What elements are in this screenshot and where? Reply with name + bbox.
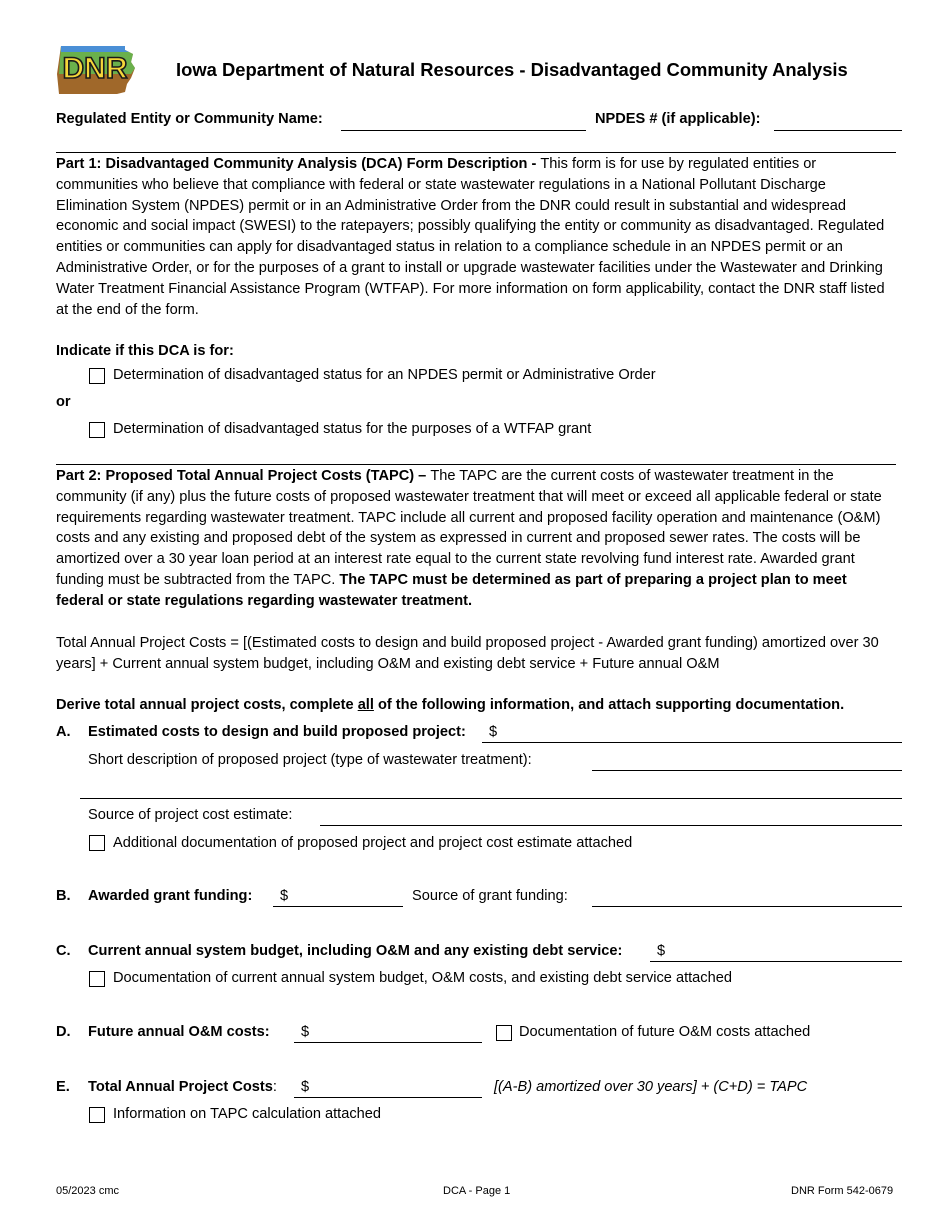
- page-title: Iowa Department of Natural Resources - Disadvantaged Community Analysis: [176, 59, 848, 80]
- item-a-letter: A.: [56, 724, 71, 740]
- item-b-letter: B.: [56, 888, 71, 904]
- item-d-letter: D.: [56, 1024, 71, 1040]
- item-a-cost-field[interactable]: [482, 742, 902, 743]
- footer-page: DCA - Page 1: [443, 1185, 511, 1197]
- item-c-currency: $: [657, 943, 666, 959]
- item-d-attach-label: Documentation of future O&M costs attached: [519, 1024, 811, 1040]
- footer-date: 05/2023 cmc: [56, 1185, 119, 1197]
- part2-description: [56, 466, 896, 612]
- dnr-logo: [55, 44, 137, 96]
- item-e-letter: E.: [56, 1079, 70, 1095]
- svg-text:DNR: DNR: [62, 52, 128, 85]
- part1-description: [56, 154, 896, 320]
- or-label: or: [56, 394, 71, 410]
- item-c-budget-field[interactable]: [650, 961, 902, 962]
- item-e-formula: [(A-B) amortized over 30 years] + (C+D) = TAPC: [494, 1079, 808, 1095]
- item-b-label: Awarded grant funding:: [88, 888, 253, 904]
- item-d-attach-checkbox[interactable]: [496, 1025, 512, 1041]
- part1-heading: Part 1: Disadvantaged Community Analysis (DCA) Form Description -: [56, 156, 541, 172]
- item-a-attach-label: Additional documentation of proposed project and project cost estimate attached: [113, 835, 633, 851]
- item-a-attach-checkbox[interactable]: [89, 835, 105, 851]
- indicate-label: Indicate if this DCA is for:: [56, 343, 234, 359]
- npdes-field[interactable]: [774, 130, 902, 131]
- item-b-grant-field[interactable]: [273, 906, 403, 907]
- dnr-logo-icon: [55, 44, 137, 96]
- part1-divider: [56, 152, 896, 153]
- derive-text-a: Derive total annual project costs, complete: [56, 697, 358, 713]
- item-b-source-label: Source of grant funding:: [412, 888, 568, 904]
- item-e-label: Total Annual Project Costs: [88, 1079, 273, 1095]
- item-a-desc-label: Short description of proposed project (type of wastewater treatment):: [88, 752, 532, 768]
- part2-body-bold: The TAPC must be determined as part of preparing a project plan to meet federal or state regulations regarding wastewater treatment.: [56, 571, 847, 609]
- item-b-source-field[interactable]: [592, 906, 902, 907]
- item-c-label: Current annual system budget, including O&M and any existing debt service:: [88, 943, 623, 959]
- derive-text-all: all: [357, 697, 374, 713]
- wtfap-status-checkbox[interactable]: [89, 422, 105, 438]
- item-a-desc-field-2[interactable]: [80, 798, 902, 799]
- item-d-om-field[interactable]: [294, 1042, 482, 1043]
- part2-body: The TAPC are the current costs of wastewater treatment in the community (if any) plus the future costs of proposed wastewater treatment that will meet or exceed all applicable federal or state requirements regarding wastewater treatment. TAPC include all current and proposed facility operation and maintenance (O&M) costs and any existing and proposed debt of the system as expressed in current and proposed sewer rates. The costs will be amortized over a 30 year loan period at an interest rate equal to the current state revolving fund interest rate. Awarded grant funding must be subtracted from the TAPC.: [56, 468, 882, 588]
- item-e-attach-checkbox[interactable]: [89, 1107, 105, 1123]
- item-e-label-wrap: [88, 1077, 277, 1098]
- item-c-letter: C.: [56, 943, 71, 959]
- npdes-status-option-label: Determination of disadvantaged status for an NPDES permit or Administrative Order: [113, 367, 656, 383]
- item-e-attach-label: Information on TAPC calculation attached: [113, 1106, 381, 1122]
- part2-divider: [56, 464, 896, 465]
- item-e-tapc-field[interactable]: [294, 1097, 482, 1098]
- entity-name-field[interactable]: [341, 130, 586, 131]
- npdes-status-checkbox[interactable]: [89, 368, 105, 384]
- derive-instructions: [56, 695, 896, 716]
- item-a-currency: $: [489, 724, 498, 740]
- npdes-label: NPDES # (if applicable):: [595, 111, 761, 127]
- item-a-label: Estimated costs to design and build proposed project:: [88, 724, 466, 740]
- item-a-source-field[interactable]: [320, 825, 902, 826]
- tapc-formula: Total Annual Project Costs = [(Estimated costs to design and build proposed project - Awarded grant funding) amortized over 30 years] + Current annual system budget, including O&M and existing debt service + Future annual O&M: [56, 635, 879, 672]
- footer-form-number: DNR Form 542-0679: [791, 1185, 894, 1197]
- item-d-label: Future annual O&M costs:: [88, 1024, 270, 1040]
- derive-text-b: of the following information, and attach supporting documentation.: [373, 697, 845, 713]
- item-d-currency: $: [301, 1024, 310, 1040]
- item-c-attach-label: Documentation of current annual system budget, O&M costs, and existing debt service attached: [113, 970, 732, 986]
- item-c-attach-checkbox[interactable]: [89, 971, 105, 987]
- item-e-currency: $: [301, 1079, 310, 1095]
- item-a-desc-field[interactable]: [592, 770, 902, 771]
- part1-body: This form is for use by regulated entities or communities who believe that compliance with federal or state wastewater regulations in a National Pollutant Discharge Elimination System (NPDES) permit or in an Administrative Order from the DNR could result in substantial and widespread economic and social impact (SWESI) to the ratepayers; possibly qualifying the entity or community as disadvantaged. Regulated entities or communities can apply for disadvantaged status in relation to a compliance schedule in an NPDES permit or an Administrative Order, or for the purposes of a grant to install or upgrade wastewater facilities under the Wastewater and Drinking Water Treatment Financial Assistance Program (WTFAP). For more information on form applicability, contact the DNR staff listed at the end of the form.: [56, 156, 885, 318]
- wtfap-status-option-label: Determination of disadvantaged status for the purposes of a WTFAP grant: [113, 421, 592, 437]
- part2-heading: Part 2: Proposed Total Annual Project Costs (TAPC) –: [56, 468, 431, 484]
- item-b-currency: $: [280, 888, 289, 904]
- item-a-source-label: Source of project cost estimate:: [88, 807, 293, 823]
- entity-name-label: Regulated Entity or Community Name:: [56, 111, 323, 127]
- item-e-colon: :: [272, 1079, 277, 1095]
